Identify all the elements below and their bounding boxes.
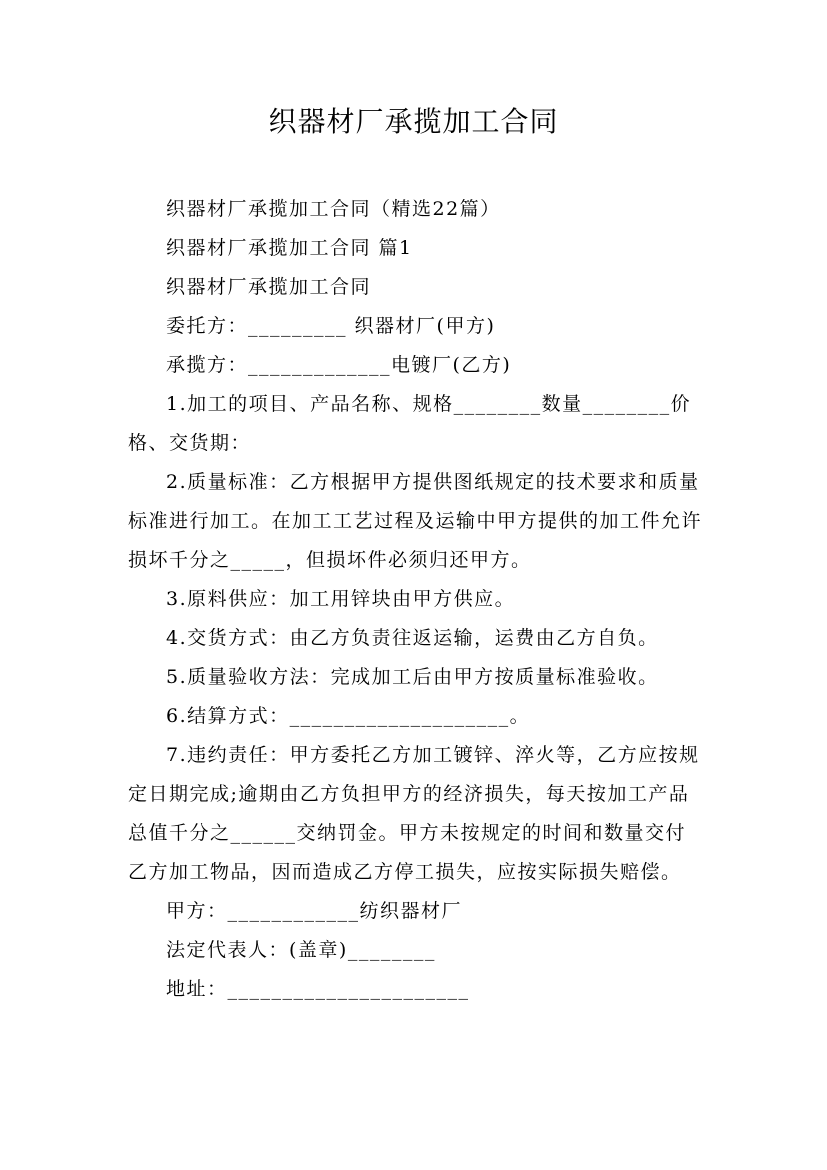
document-title: 织器材厂承揽加工合同 bbox=[268, 105, 559, 138]
document-body bbox=[128, 190, 703, 1009]
paragraph: 甲方：____________纺织器材厂 bbox=[166, 900, 463, 922]
paragraph: 4.交货方式：由乙方负责往返运输，运费由乙方自负。 bbox=[166, 627, 659, 649]
paragraph: 2.质量标准：乙方根据甲方提供图纸规定的技术要求和质量标准进行加工。在加工工艺过程及运输中甲方提供的加工件允许损坏千分之_____，但损坏件必须归还甲方。 bbox=[128, 471, 703, 571]
paragraph: 织器材厂承揽加工合同（精选22篇） bbox=[166, 198, 501, 220]
paragraph: 法定代表人：(盖章)________ bbox=[166, 939, 436, 961]
paragraph: 1.加工的项目、产品名称、规格________数量________价格、交货期： bbox=[128, 393, 692, 454]
paragraph: 7.违约责任：甲方委托乙方加工镀锌、淬火等，乙方应按规定日期完成;逾期由乙方负担甲方的经济损失，每天按加工产品总值千分之______交纳罚金。甲方未按规定的时间和数量交付乙方加工物品，因而造成乙方停工损失，应按实际损失赔偿。 bbox=[128, 744, 700, 883]
paragraph: 5.质量验收方法：完成加工后由甲方按质量标准验收。 bbox=[166, 666, 659, 688]
paragraph: 织器材厂承揽加工合同 篇1 bbox=[166, 237, 413, 259]
paragraph: 6.结算方式：____________________。 bbox=[166, 705, 531, 727]
paragraph: 3.原料供应：加工用锌块由甲方供应。 bbox=[166, 588, 516, 610]
paragraph: 承揽方：_____________电镀厂(乙方) bbox=[166, 354, 512, 376]
paragraph: 织器材厂承揽加工合同 bbox=[166, 276, 372, 298]
paragraph: 委托方：_________ 织器材厂(甲方) bbox=[166, 315, 496, 337]
paragraph: 地址：______________________ bbox=[166, 978, 470, 1000]
